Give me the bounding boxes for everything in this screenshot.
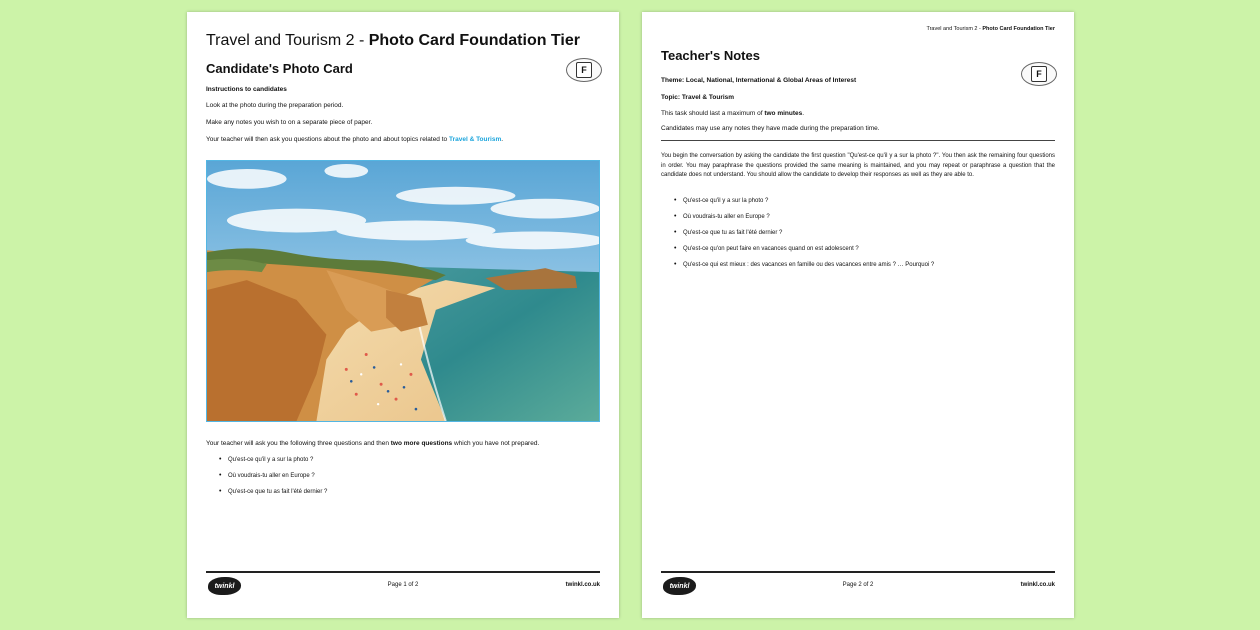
card-title: Candidate's Photo Card xyxy=(206,61,353,76)
theme-line: Theme: Local, National, International & Global Areas of Interest xyxy=(661,77,857,84)
teachers-notes-page xyxy=(642,12,1074,618)
site-url: twinkl.co.uk xyxy=(565,582,600,588)
footer-divider xyxy=(661,571,1055,573)
footer-divider xyxy=(206,571,600,573)
page-title: Teacher's Notes xyxy=(661,48,760,63)
duration-line: This task should last a maximum of two minutes. xyxy=(661,110,805,117)
page-title: Travel and Tourism 2 - Photo Card Foundation Tier xyxy=(206,32,580,49)
tier-badge: F xyxy=(1021,62,1057,86)
instructions-paragraph: You begin the conversation by asking the candidate the first question "Qu'est-ce qu'il y a sur la photo ?". You then ask the remaining four questions in order. You may paraphrase the questions provided the same meaning is maintained, and you may repeat or paraphrase a question that the candidate does not understand. You should allow the candidate to develop their responses as well as they are able to. xyxy=(661,153,1055,178)
candidate-photo-card-page xyxy=(187,12,619,618)
list-item: • Qu'est-ce qu'il y a sur la photo ? xyxy=(661,197,934,213)
question-list xyxy=(206,456,327,504)
question-list xyxy=(661,197,934,277)
beach-photo xyxy=(206,160,600,422)
list-item: • Où voudrais-tu aller en Europe ? xyxy=(206,472,327,488)
topic-link: Travel & Tourism xyxy=(448,136,502,143)
list-item: • Qu'est-ce que tu as fait l'été dernier ? xyxy=(206,488,327,504)
site-url: twinkl.co.uk xyxy=(1020,582,1055,588)
topic-line: Topic: Travel & Tourism xyxy=(661,94,735,101)
section-divider xyxy=(661,140,1055,141)
list-item: • Où voudrais-tu aller en Europe ? xyxy=(661,213,934,229)
tier-badge: F xyxy=(566,58,602,82)
running-header: Travel and Tourism 2 - Photo Card Foundation Tier xyxy=(926,26,1055,32)
twinkl-logo: twinkl xyxy=(208,577,241,595)
instruction-line: Your teacher will then ask you questions about the photo and about topics related to Travel & Tourism. xyxy=(206,136,504,143)
instruction-line: Look at the photo during the preparation period. xyxy=(206,102,344,109)
list-item: • Qu'est-ce qui est mieux : des vacances en famille ou des vacances entre amis ? … Pourquoi ? xyxy=(661,261,934,277)
list-item: • Qu'est-ce qu'il y a sur la photo ? xyxy=(206,456,327,472)
notes-line: Candidates may use any notes they have made during the preparation time. xyxy=(661,125,880,132)
page-number: Page 1 of 2 xyxy=(387,582,419,588)
instruction-line: Make any notes you wish to on a separate piece of paper. xyxy=(206,119,373,126)
instructions-heading: Instructions to candidates xyxy=(206,86,287,93)
list-item: • Qu'est-ce qu'on peut faire en vacances quand on est adolescent ? xyxy=(661,245,934,261)
list-item: • Qu'est-ce que tu as fait l'été dernier ? xyxy=(661,229,934,245)
twinkl-logo: twinkl xyxy=(663,577,696,595)
questions-intro: Your teacher will ask you the following three questions and then two more questions which you have not prepared. xyxy=(206,440,540,447)
page-number: Page 2 of 2 xyxy=(842,582,874,588)
